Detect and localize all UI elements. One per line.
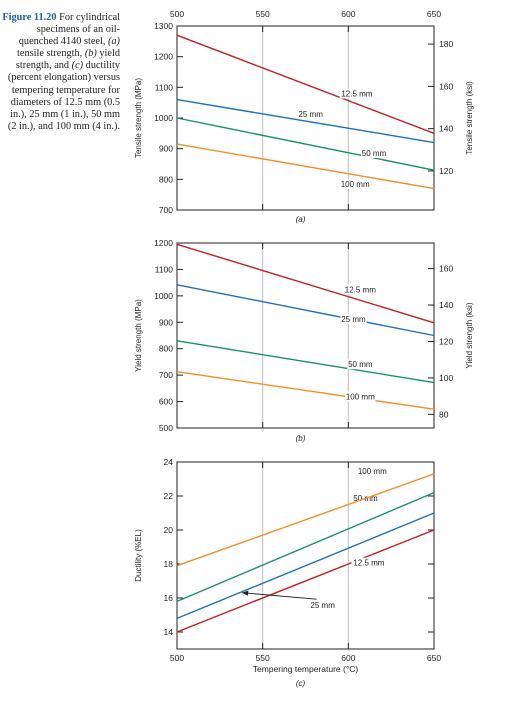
x-tick-label: 500: [169, 9, 185, 19]
x-tick-label: 550: [255, 9, 270, 19]
y-tick-label: 14: [163, 627, 173, 637]
series-label: 100 mm: [340, 180, 370, 189]
caption-segment: tensile strength,: [17, 48, 85, 60]
y2-tick-label: 100: [439, 372, 454, 383]
series-label: 100 mm: [357, 466, 387, 476]
y-tick-label: 22: [163, 491, 173, 501]
series-label: 25 mm: [298, 110, 323, 120]
figure-label: Figure 11.20: [2, 12, 57, 23]
series-label: 50 mm: [348, 360, 373, 370]
y-tick-label: 1300: [154, 21, 173, 31]
chart-panel-c: [134, 457, 441, 688]
y-tick-label: 800: [158, 174, 173, 185]
y-tick-label: 700: [158, 205, 173, 215]
series-label: 12.5 mm: [353, 558, 385, 568]
series-line-50-mm: [177, 118, 434, 170]
series-line-50-mm: [177, 341, 434, 383]
y-tick-label: 18: [163, 559, 173, 569]
series-line-25-mm: [177, 285, 434, 336]
x-tick-label: 500: [169, 653, 185, 663]
x-tick-label: 600: [341, 9, 356, 19]
y2-tick-label: 140: [439, 123, 454, 134]
x-axis-label: Tempering temperature (°C): [252, 664, 359, 674]
y2-axis-label: Yield strength (ksi): [465, 302, 474, 369]
series-line-100-mm: [177, 144, 434, 188]
series-label: 12.5 mm: [344, 285, 376, 295]
x-tick-label: 600: [341, 653, 356, 663]
x-tick-label: 650: [426, 9, 442, 19]
series-line-25-mm: [177, 513, 434, 618]
y-axis-label: Ductility (%EL): [134, 529, 143, 582]
caption-segment: For cylindrical specimens of an oil-quenched 4140 steel,: [18, 12, 120, 48]
y-tick-label: 900: [158, 317, 173, 328]
y2-tick-label: 140: [439, 300, 454, 311]
panel-label: (b): [295, 434, 306, 443]
y-tick-label: 16: [163, 593, 173, 603]
series-line-100-mm: [177, 372, 434, 410]
x-tick-label: 650: [426, 653, 442, 663]
y2-tick-label: 160: [439, 263, 454, 274]
y-tick-label: 600: [158, 396, 173, 407]
series-label: 25 mm: [310, 601, 335, 611]
series-line-25-mm: [177, 100, 434, 143]
y-tick-label: 800: [158, 343, 173, 354]
caption-panel-letter: (b): [84, 48, 97, 60]
series-label: 100 mm: [345, 392, 375, 402]
series-line-12-5-mm: [177, 244, 434, 322]
y2-tick-label: 160: [439, 81, 454, 92]
plot-frame: [177, 243, 434, 428]
y-tick-label: 1000: [154, 113, 173, 123]
y2-tick-label: 80: [439, 409, 449, 420]
panel-label: (a): [295, 215, 306, 224]
y-tick-label: 900: [158, 143, 173, 154]
y2-axis-label: Tensile strength (ksi): [465, 81, 474, 155]
series-line-50-mm: [177, 493, 434, 602]
y2-tick-label: 120: [439, 165, 454, 176]
y2-tick-label: 180: [439, 39, 454, 50]
series-line-100-mm: [177, 474, 434, 566]
series-label: 50 mm: [361, 149, 387, 159]
pointer-line: [242, 593, 317, 600]
y-tick-label: 1000: [154, 290, 173, 301]
y2-tick-label: 120: [439, 336, 454, 347]
caption-panel-letter: (c): [71, 60, 84, 72]
y-tick-label: 20: [163, 525, 173, 535]
series-label: 25 mm: [341, 314, 366, 324]
y-tick-label: 24: [163, 457, 173, 467]
series-label: 12.5 mm: [341, 89, 373, 99]
caption-panel-letter: (a): [107, 36, 120, 48]
caption-segment: ductility (percent elongation) versus tempering temperature for diameters of 12.5 mm (0.5 in.), 25 mm (1 in.), 50 mm (2 in.), and 100 mm (4 in.).: [7, 60, 120, 132]
y-axis-label: Tensile strength (MPa): [134, 77, 143, 159]
y-tick-label: 500: [158, 423, 173, 433]
y-tick-label: 1100: [154, 264, 173, 275]
y-tick-label: 1200: [154, 51, 173, 62]
y-axis-label: Yield strength (MPa): [134, 299, 143, 372]
x-tick-label: 550: [255, 653, 270, 663]
y-tick-label: 1100: [154, 82, 173, 93]
panel-label: (c): [295, 679, 306, 688]
y-tick-label: 1200: [154, 238, 173, 248]
caption-segment: yield strength, and: [15, 48, 120, 72]
y-tick-label: 700: [158, 370, 173, 381]
chart-panel-a: [134, 9, 474, 224]
series-label: 50 mm: [353, 494, 378, 504]
chart-panel-b: [134, 238, 474, 443]
series-line-12-5-mm: [177, 530, 434, 632]
plot-frame: [177, 462, 434, 649]
